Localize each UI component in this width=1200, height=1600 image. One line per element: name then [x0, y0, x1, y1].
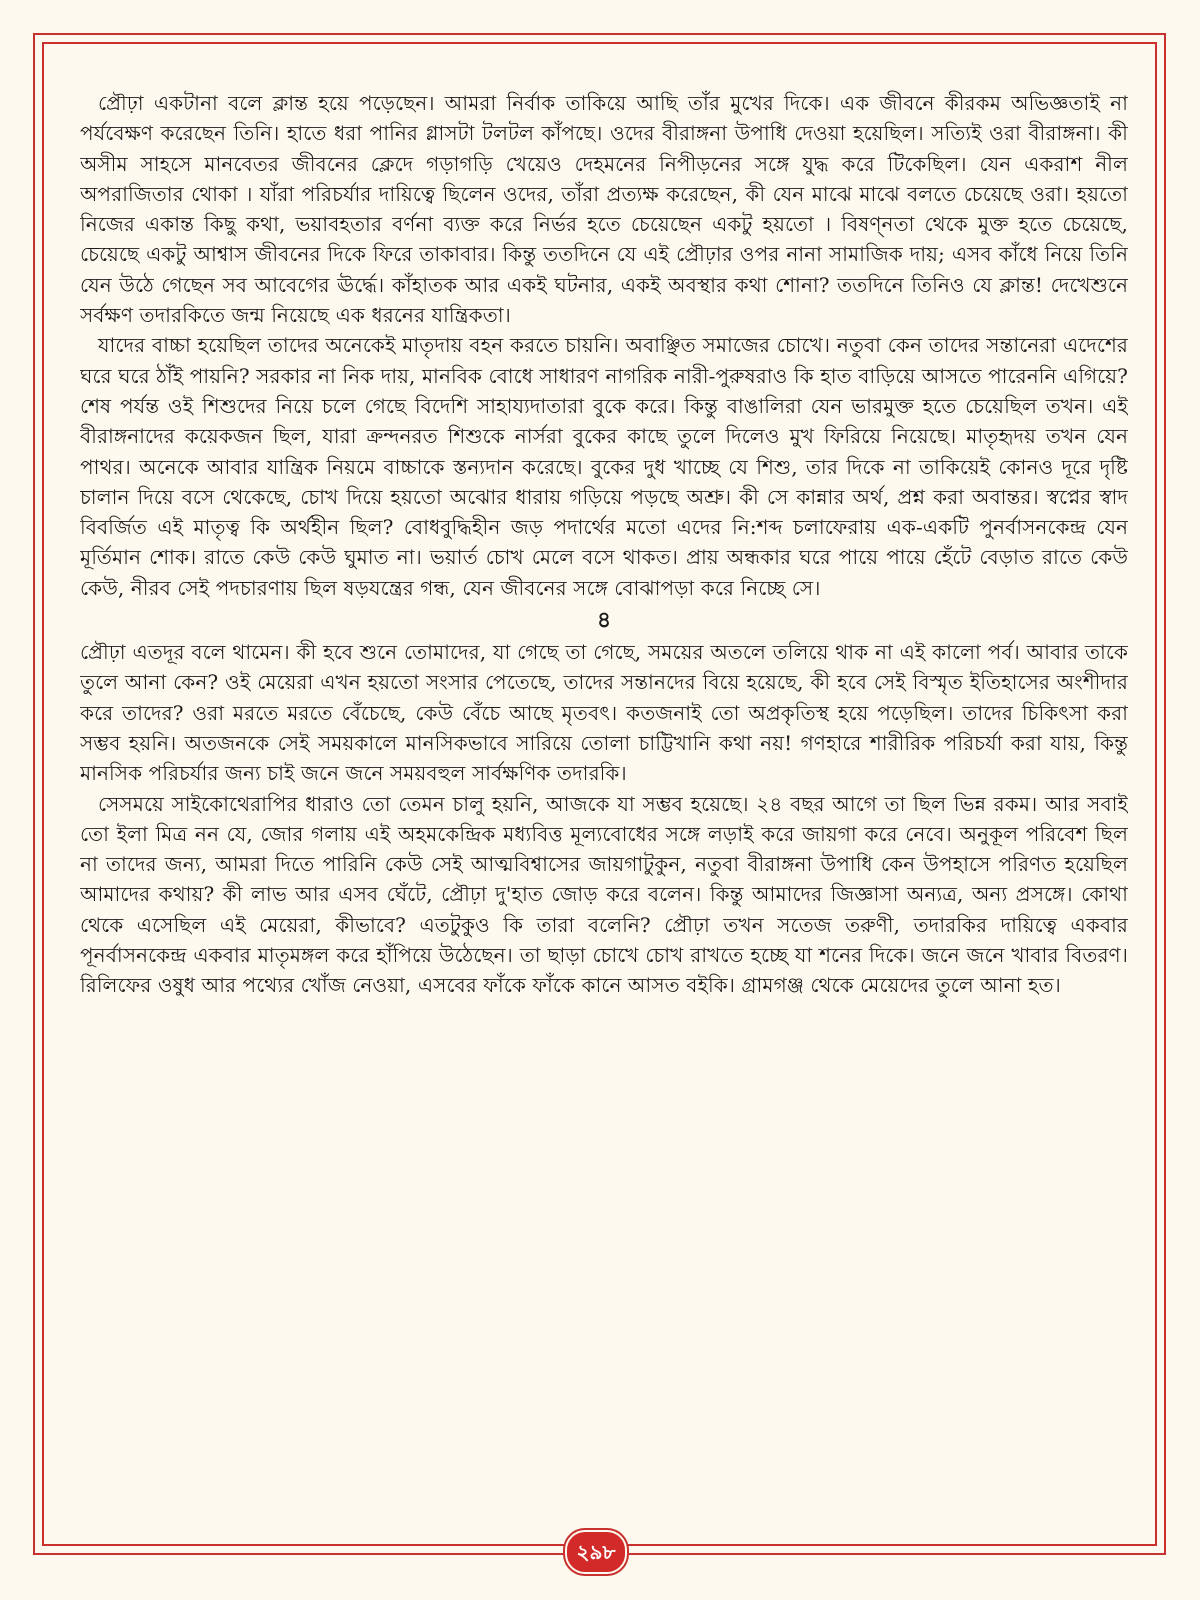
paragraph: সেসময়ে সাইকোথেরাপির ধারাও তো তেমন চালু হয়নি, আজকে যা সম্ভব হয়েছে। ২৪ বছর আগে তা ছিল ভিন্ন রকম। আর সবাই তো ইলা মিত্র নন যে, জোর গলায় এই অহমকেন্দ্রিক মধ্যবিত্ত মূল্যবোধের সঙ্গে লড়াই করে জায়গা করে নেবে। অনুকূল পরিবেশ ছিল না তাদের জন্য, আমরা দিতে পারিনি কেউ সেই আত্মবিশ্বাসের জায়গাটুকুন, নতুবা বীরাঙ্গনা উপাধি কেন উপহাসে পরিণত হয়েছিল আমাদের কথায়? কী লাভ আর এসব ঘেঁটে, প্রৌঢ়া দু'হাত জোড় করে বলেন। কিন্তু আমাদের জিজ্ঞাসা অন্যত্র, অন্য প্রসঙ্গে। কোথা থেকে এসেছিল এই মেয়েরা, কীভাবে? এতটুকুও কি তারা বলেনি? প্রৌঢ়া তখন সতেজ তরুণী, তদারকির দায়িত্বে একবার পূনর্বাসনকেন্দ্র একবার মাতৃমঙ্গল করে হাঁপিয়ে উঠেছেন। তা ছাড়া চোখে চোখ রাখতে হচ্ছে যা শনের দিকে। জনে জনে খাবার বিতরণ। রিলিফের ওষুধ আর পথ্যের খোঁজ নেওয়া, এসবের ফাঁকে ফাঁকে কানে আসত বইকি। গ্রামগঞ্জ থেকে মেয়েদের তুলে আনা হত। — [80, 791, 1128, 998]
page-body — [80, 88, 1128, 1468]
section-number: ৪ — [596, 607, 612, 634]
paragraph: প্রৌঢ়া এতদূর বলে থামেন। কী হবে শুনে তোমাদের, যা গেছে তা গেছে, সময়ের অতলে তলিয়ে থাক না এই কালো পর্ব। আবার তাকে তুলে আনা কেন? ওই মেয়েরা এখন হয়তো সংসার পেতেছে, তাদের সন্তানদের বিয়ে হয়েছে, কী হবে সেই বিস্মৃত ইতিহাসের অংশীদার করে তাদের? ওরা মরতে মরতে বেঁচেছে, কেউ বেঁচে আছে মৃতবৎ। কতজনাই তো অপ্রকৃতিস্থ হয়ে পড়েছিল। তাদের চিকিৎসা করা সম্ভব হয়নি। অতজনকে সেই সময়কালে মানসিকভাবে সারিয়ে তোলা চাট্টিখানি কথা নয়! গণহারে শারীরিক পরিচর্যা করা যায়, কিন্তু মানসিক পরিচর্যার জন্য চাই জনে জনে সময়বহুল সার্বক্ষণিক তদারকি। — [80, 640, 1128, 786]
paragraph: যাদের বাচ্চা হয়েছিল তাদের অনেকেই মাতৃদায় বহন করতে চায়নি। অবাঞ্ছিত সমাজের চোখে। নতুবা কেন তাদের সন্তানেরা এদেশের ঘরে ঘরে ঠাঁই পায়নি? সরকার না নিক দায়, মানবিক বোধে সাধারণ নাগরিক নারী-পুরুষরাও কি হাত বাড়িয়ে আসতে পারেননি এগিয়ে? শেষ পর্যন্ত ওই শিশুদের নিয়ে চলে গেছে বিদেশি সাহায্যদাতারা বুকে করে। কিন্তু বাঙালিরা যেন ভারমুক্ত হতে চেয়েছিল তখন। এই বীরাঙ্গনাদের কয়েকজন ছিল, যারা ক্রন্দনরত শিশুকে নার্সরা বুকের কাছে তুলে দিলেও মুখ ফিরিয়ে নিয়েছে। মাতৃহৃদয় তখন যেন পাথর। অনেকে আবার যান্ত্রিক নিয়মে বাচ্চাকে স্তন্যদান করেছে। বুকের দুধ খাচ্ছে যে শিশু, তার দিকে না তাকিয়েই কোনও দূরে দৃষ্টি চালান দিয়ে বসে থেকেছে, চোখ দিয়ে হয়তো অঝোর ধারায় গড়িয়ে পড়ছে অশ্রু। কী সে কান্নার অর্থ, প্রশ্ন করা অবান্তর। স্বপ্নের স্বাদ বিবর্জিত এই মাতৃত্ব কি অর্থহীন ছিল? বোধবুদ্ধিহীন জড় পদার্থের মতো এদের নি:শব্দ চলাফেরায় এক-একটি পুনর্বাসনকেন্দ্র যেন মূর্তিমান শোক। রাতে কেউ কেউ ঘুমাত না। ভয়ার্ত চোখ মেলে বসে থাকত। প্রায় অন্ধকার ঘরে পায়ে পায়ে হেঁটে বেড়াত রাতে কেউ কেউ, নীরব সেই পদচারণায় ছিল ষড়যন্ত্রের গন্ধ, যেন জীবনের সঙ্গে বোঝাপড়া করে নিচ্ছে সে। — [80, 333, 1128, 600]
paragraph: প্রৌঢ়া একটানা বলে ক্লান্ত হয়ে পড়েছেন। আমরা নির্বাক তাকিয়ে আছি তাঁর মুখের দিকে। এক জীবনে কীরকম অভিজ্ঞতাই না পর্যবেক্ষণ করেছেন তিনি। হাতে ধরা পানির গ্লাসটা টলটল কাঁপছে। ওদের বীরাঙ্গনা উপাধি দেওয়া হয়েছিল। সত্যিই ওরা বীরাঙ্গনা। কী অসীম সাহসে মানবেতর জীবনের ক্লেদে গড়াগড়ি খেয়েও দেহমনের নিপীড়নের সঙ্গে যুদ্ধ করে টিকেছিল। যেন একরাশ নীল অপরাজিতার থোকা । যাঁরা পরিচর্যার দায়িত্বে ছিলেন ওদের, তাঁরা প্রত্যক্ষ করেছেন, কী যেন মাঝে মাঝে বলতে চেয়েছে ওরা। হয়তো নিজের একান্ত কিছু কথা, ভয়াবহতার বর্ণনা ব্যক্ত করে নির্ভর হতে চেয়েছেন একটু হয়তো । বিষণ্নতা থেকে মুক্ত হতে চেয়েছে, চেয়েছে একটু আশ্বাস জীবনের দিকে ফিরে তাকাবার। কিন্তু ততদিনে যে এই প্রৌঢ়ার ওপর নানা সামাজিক দায়; এসব কাঁধে নিয়ে তিনি যেন উঠে গেছেন সব আবেগের ঊর্দ্ধে। কাঁহাতক আর একই ঘটনার, একই অবস্থার কথা শোনা? ততদিনে তিনিও যে ক্লান্ত! দেখেশুনে সর্বক্ষণ তদারকিতে জন্ম নিয়েছে এক ধরনের যান্ত্রিকতা। — [80, 91, 1128, 328]
page-number-badge: ২৯৮ — [565, 1530, 627, 1574]
